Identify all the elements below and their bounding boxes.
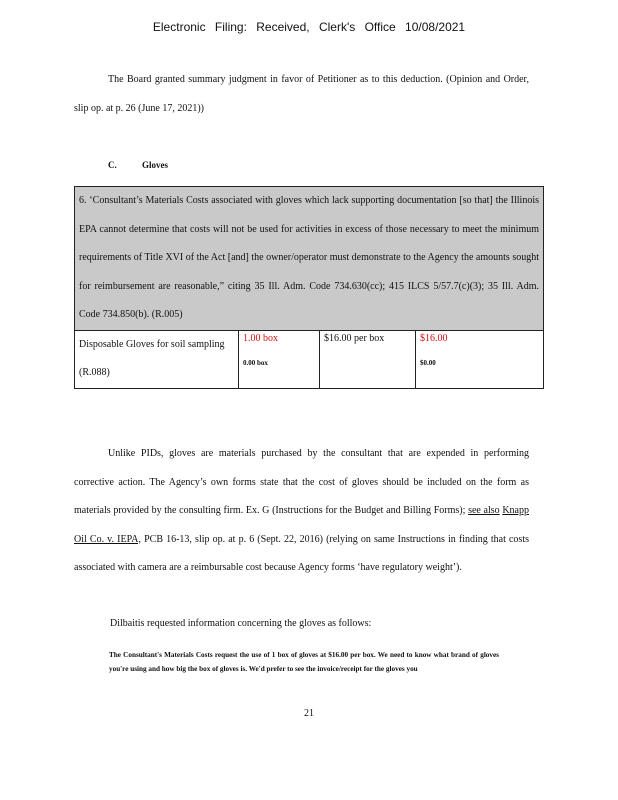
item-cell [75, 330, 239, 388]
quantity-requested: 1.00 box [243, 332, 278, 344]
unit-price-cell [320, 330, 416, 388]
quantity-cell [239, 330, 320, 388]
item-description: Disposable Gloves for soil sampling (R.088) [79, 338, 225, 378]
section-letter: C. [108, 160, 117, 170]
quantity-approved: 0.00 box [243, 358, 268, 367]
table-row [75, 330, 544, 388]
section-title: Gloves [142, 160, 168, 170]
total-approved: $0.00 [420, 358, 436, 367]
unit-price: $16.00 per box [324, 332, 385, 344]
case-citation: Knapp Oil Co. v. IEPA, [74, 505, 529, 545]
deduction-description: 6. ‘Consultant’s Materials Costs associated with gloves which lack supporting documentation [so that] the Illinois EPA cannot determine that costs will not be used for activities in excess of those necessary to meet the minimum requirements of Title XVI of the Act [and] the owner/operator must demonstrate to the Agency the amounts sought for reimbursement are reasonable,” citing 35 Ill. Adm. Code 734.630(cc); 415 ILCS 5/57.7(c)(3); 35 Ill. Adm. Code 734.850(b). (R.005) [75, 187, 544, 331]
section-heading [108, 160, 168, 170]
argument-text-2: PCB 16-13, slip op. at p. 6 (Sept. 22, 2016) (relying on same Instructions in finding that costs associated with camera are a reimbursable cost because Agency forms ‘have regulatory weight’). [74, 533, 529, 573]
see-also-signal: see also [468, 505, 500, 516]
paragraph-dilbaitis-request: Dilbaitis requested information concerning the gloves as follows: [110, 618, 372, 629]
filing-header: Electronic Filing: Received, Clerk's Office 10/08/2021 [152, 20, 466, 34]
total-cell [416, 330, 544, 388]
argument-text-1: Unlike PIDs, gloves are materials purchased by the consultant that are expended in performing corrective action. The Agency’s own forms state that the cost of gloves should be included on the form as materials provided by the consulting firm. Ex. G (Instructions for the Budget and Billing Forms); [74, 448, 529, 516]
page-number: 21 [304, 708, 314, 719]
table-header-row [75, 187, 544, 331]
paragraph-summary-judgment: The Board granted summary judgment in favor of Petitioner as to this deduction. (Opinion and Order, slip op. at p. 26 (June 17, 2021)) [74, 74, 529, 114]
total-requested: $16.00 [420, 332, 448, 344]
block-quote: The Consultant's Materials Costs request the use of 1 box of gloves at $16.00 per box. We need to know what brand of gloves you're using and how big the box of gloves is. We'd prefer to see the invoice/receipt for the gloves you [109, 651, 499, 673]
paragraph-gloves-argument [74, 440, 529, 583]
deduction-table [74, 186, 544, 389]
